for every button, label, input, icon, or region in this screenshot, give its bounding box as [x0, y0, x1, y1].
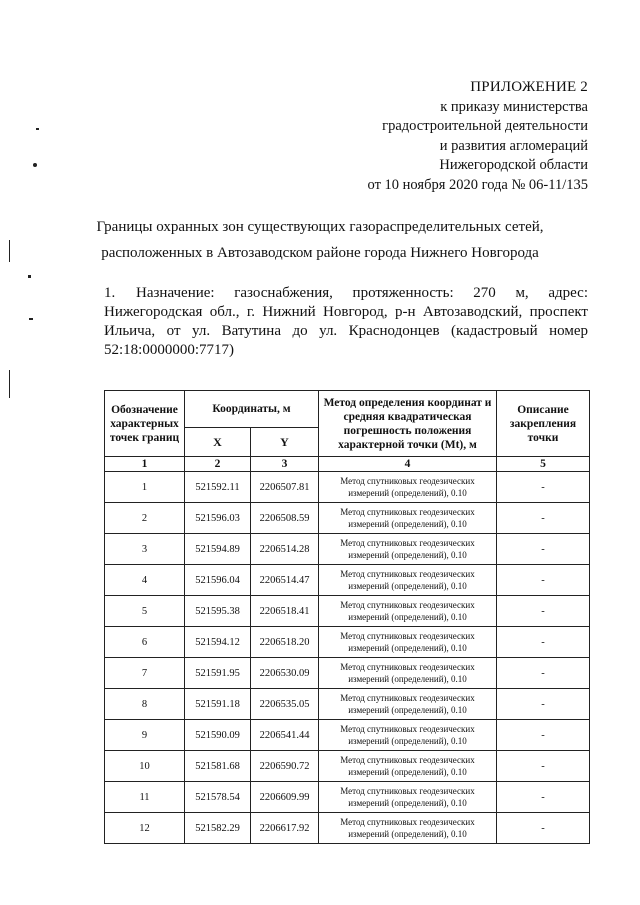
header-y: Y	[251, 428, 319, 457]
scan-mark	[9, 370, 10, 398]
x-cell: 521582.29	[185, 813, 251, 844]
y-cell: 2206617.92	[251, 813, 319, 844]
method-cell: Метод спутниковых геодезических измерений (определений), 0.10	[319, 751, 497, 782]
header-line: Нижегородской области	[439, 157, 588, 173]
method-cell: Метод спутниковых геодезических измерений (определений), 0.10	[319, 813, 497, 844]
description-cell: -	[497, 503, 590, 534]
method-cell: Метод спутниковых геодезических измерений (определений), 0.10	[319, 689, 497, 720]
method-cell: Метод спутниковых геодезических измерений (определений), 0.10	[319, 503, 497, 534]
scan-mark	[36, 128, 39, 130]
y-cell: 2206518.41	[251, 596, 319, 627]
table-body	[105, 472, 590, 844]
y-cell: 2206507.81	[251, 472, 319, 503]
point-cell: 7	[105, 658, 185, 689]
section-text: Назначение: газоснабжения, протяженность: 270 м, адрес: Нижегородская обл., г. Нижний Новгород, р-н Автозаводский, проспект Ильича, от ул. Ватутина до ул. Краснодонцев (кадастровый номер 52:18:0000000:7717)	[104, 285, 588, 358]
table-row	[105, 503, 590, 534]
method-cell: Метод спутниковых геодезических измерений (определений), 0.10	[319, 658, 497, 689]
description-cell: -	[497, 596, 590, 627]
x-cell: 521581.68	[185, 751, 251, 782]
table-row	[105, 751, 590, 782]
point-cell: 5	[105, 596, 185, 627]
y-cell: 2206541.44	[251, 720, 319, 751]
table-row	[105, 565, 590, 596]
y-cell: 2206514.28	[251, 534, 319, 565]
point-cell: 10	[105, 751, 185, 782]
point-cell: 12	[105, 813, 185, 844]
description-cell: -	[497, 782, 590, 813]
table-row	[105, 472, 590, 503]
x-cell: 521595.38	[185, 596, 251, 627]
header-method: Метод определения координат и средняя квадратическая погрешность положения характерной точки (Mt), м	[319, 391, 497, 457]
y-cell: 2206518.20	[251, 627, 319, 658]
table-row	[105, 813, 590, 844]
method-cell: Метод спутниковых геодезических измерений (определений), 0.10	[319, 596, 497, 627]
table-row	[105, 720, 590, 751]
point-cell: 9	[105, 720, 185, 751]
method-cell: Метод спутниковых геодезических измерений (определений), 0.10	[319, 565, 497, 596]
table-row	[105, 782, 590, 813]
table-row	[105, 596, 590, 627]
header-line: к приказу министерства	[440, 98, 588, 115]
table-row	[105, 534, 590, 565]
point-cell: 6	[105, 627, 185, 658]
point-cell: 2	[105, 503, 185, 534]
x-cell: 521578.54	[185, 782, 251, 813]
table-row	[105, 627, 590, 658]
point-cell: 1	[105, 472, 185, 503]
header-designation: Обозначение характерных точек границ	[105, 391, 185, 457]
x-cell: 521594.12	[185, 627, 251, 658]
document-title	[0, 214, 640, 266]
header-description: Описание закрепления точки	[497, 391, 590, 457]
x-cell: 521590.09	[185, 720, 251, 751]
point-cell: 3	[105, 534, 185, 565]
method-cell: Метод спутниковых геодезических измерений (определений), 0.10	[319, 534, 497, 565]
method-cell: Метод спутниковых геодезических измерений (определений), 0.10	[319, 472, 497, 503]
y-cell: 2206514.47	[251, 565, 319, 596]
description-cell: -	[497, 565, 590, 596]
y-cell: 2206590.72	[251, 751, 319, 782]
description-cell: -	[497, 720, 590, 751]
method-cell: Метод спутниковых геодезических измерений (определений), 0.10	[319, 720, 497, 751]
description-cell: -	[497, 813, 590, 844]
header-line: от 10 ноября 2020 года № 06-11/135	[367, 176, 588, 193]
appendix-header	[368, 78, 588, 195]
description-cell: -	[497, 472, 590, 503]
y-cell: 2206508.59	[251, 503, 319, 534]
x-cell: 521596.03	[185, 503, 251, 534]
document-title-line: Границы охранных зон существующих газораспределительных сетей,	[96, 219, 544, 235]
scan-mark	[29, 318, 33, 320]
scan-mark	[33, 163, 37, 167]
point-cell: 8	[105, 689, 185, 720]
description-cell: -	[497, 534, 590, 565]
y-cell: 2206530.09	[251, 658, 319, 689]
y-cell: 2206535.05	[251, 689, 319, 720]
document-title-line: расположенных в Автозаводском районе города Нижнего Новгорода	[101, 245, 539, 261]
point-cell: 4	[105, 565, 185, 596]
table-header-row	[105, 391, 590, 428]
description-cell: -	[497, 689, 590, 720]
description-cell: -	[497, 751, 590, 782]
description-cell: -	[497, 627, 590, 658]
section-number: 1.	[104, 285, 116, 301]
x-cell: 521596.04	[185, 565, 251, 596]
header-coordinates: Координаты, м	[185, 391, 319, 428]
appendix-title: ПРИЛОЖЕНИЕ 2	[470, 79, 588, 95]
column-number: 4	[319, 457, 497, 472]
section-paragraph	[104, 284, 588, 360]
column-number: 2	[185, 457, 251, 472]
column-number: 5	[497, 457, 590, 472]
header-x: X	[185, 428, 251, 457]
column-number-row	[105, 457, 590, 472]
column-number: 1	[105, 457, 185, 472]
header-line: и развития агломераций	[439, 137, 588, 154]
table-row	[105, 658, 590, 689]
column-number: 3	[251, 457, 319, 472]
x-cell: 521591.95	[185, 658, 251, 689]
coordinates-table	[104, 390, 590, 844]
method-cell: Метод спутниковых геодезических измерений (определений), 0.10	[319, 782, 497, 813]
method-cell: Метод спутниковых геодезических измерений (определений), 0.10	[319, 627, 497, 658]
description-cell: -	[497, 658, 590, 689]
table-row	[105, 689, 590, 720]
x-cell: 521594.89	[185, 534, 251, 565]
x-cell: 521591.18	[185, 689, 251, 720]
x-cell: 521592.11	[185, 472, 251, 503]
scan-mark	[28, 275, 31, 278]
point-cell: 11	[105, 782, 185, 813]
y-cell: 2206609.99	[251, 782, 319, 813]
header-line: градостроительной деятельности	[382, 118, 588, 134]
